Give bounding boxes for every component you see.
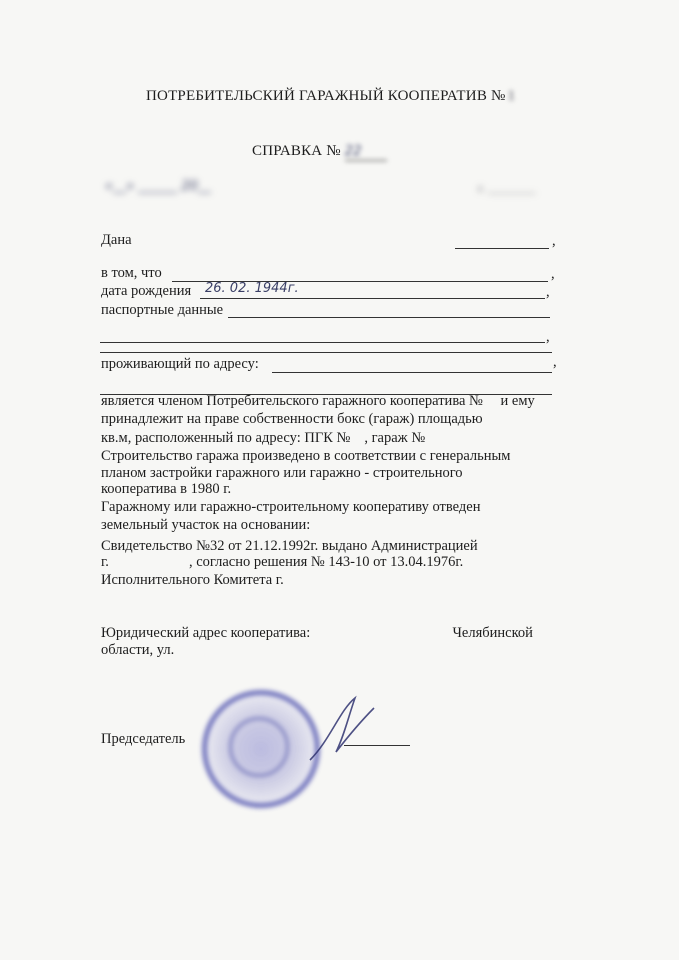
body-line-5: планом застройки гаражного или гаражно - строительного (101, 465, 463, 481)
address-top-underline (100, 352, 552, 353)
handwritten-signature (300, 690, 380, 770)
legal-address-line-2: области, ул. (101, 642, 238, 659)
redacted-member-name (178, 262, 448, 279)
body-line-6: кооператива в 1980 г. (101, 481, 232, 497)
cooperative-title (146, 88, 515, 105)
body-line-8: земельный участок на основании: (101, 517, 311, 533)
passport-underline-1 (228, 317, 550, 318)
redacted-coop-number-1 (483, 393, 497, 410)
redacted-address-line2 (112, 375, 452, 392)
dana-underline (455, 248, 549, 249)
chairman-label: Председатель (101, 731, 186, 747)
birth-date-value: 26. 02. 1944г. (205, 281, 299, 296)
address-label: проживающий по адресу: (101, 356, 259, 372)
redacted-chairman-name (420, 733, 550, 750)
redacted-legal-address (314, 625, 449, 642)
v-tom-chto-comma: , (551, 266, 555, 282)
redacted-city: г. ________ (478, 181, 536, 195)
dana-comma: , (552, 233, 556, 249)
redacted-cooperative-number: 1 (507, 88, 516, 104)
bleed-through-text (300, 14, 410, 30)
birth-date-label: дата рождения (101, 283, 192, 299)
v-tom-chto-label: в том, что (101, 265, 162, 281)
body-line-1: является членом Потребительского гаражного кооператива № и ему (101, 393, 535, 409)
legal-address-line-1: Юридический адрес кооператива: Челябинской (101, 625, 533, 641)
passport-label: паспортные данные (101, 302, 224, 318)
redacted-address-line1 (276, 354, 538, 371)
signature-underline (344, 745, 410, 746)
redacted-passport-line2 (103, 323, 403, 340)
redacted-passport-line1 (230, 299, 550, 316)
cooperative-title-text: ПОТРЕБИТЕЛЬСКИЙ ГАРАЖНЫЙ КООПЕРАТИВ № (146, 88, 506, 104)
redacted-coop-number-2 (350, 430, 364, 447)
redacted-date: «__» ______ 20__ (105, 179, 211, 194)
redacted-certificate-number: 22 (345, 143, 387, 161)
redacted-city-name-1 (109, 554, 189, 571)
redacted-garage-number (429, 430, 534, 447)
certificate-title (252, 143, 387, 161)
redacted-city-name-2 (284, 572, 344, 589)
body-line-11: Исполнительного Комитета г. (101, 572, 344, 589)
passport-comma: , (546, 329, 550, 345)
address-underline-1 (272, 372, 552, 373)
birth-date-comma: , (546, 284, 550, 300)
body-line-2: принадлежит на праве собственности бокс (гараж) площадью (101, 411, 483, 427)
dana-label: Дана (101, 232, 132, 248)
passport-underline-2 (100, 342, 545, 343)
body-line-7: Гаражному или гаражно-строительному кооперативу отведен (101, 499, 481, 515)
redacted-chairman-initial (196, 731, 251, 748)
body-line-9: Свидетельство №32 от 21.12.1992г. выдано Администрацией (101, 538, 478, 554)
bleed-through-bottom (240, 905, 400, 921)
redacted-recipient-name (144, 229, 449, 246)
certificate-title-text: СПРАВКА № (252, 143, 341, 159)
redacted-street (174, 642, 238, 659)
body-line-3: кв.м, расположенный по адресу: ПГК № , гараж № (101, 430, 534, 447)
address-comma: , (553, 354, 557, 370)
body-line-4: Строительство гаража произведено в соответствии с генеральным (101, 448, 511, 464)
body-line-10: г. , согласно решения № 143-10 от 13.04.1976г. (101, 554, 464, 570)
